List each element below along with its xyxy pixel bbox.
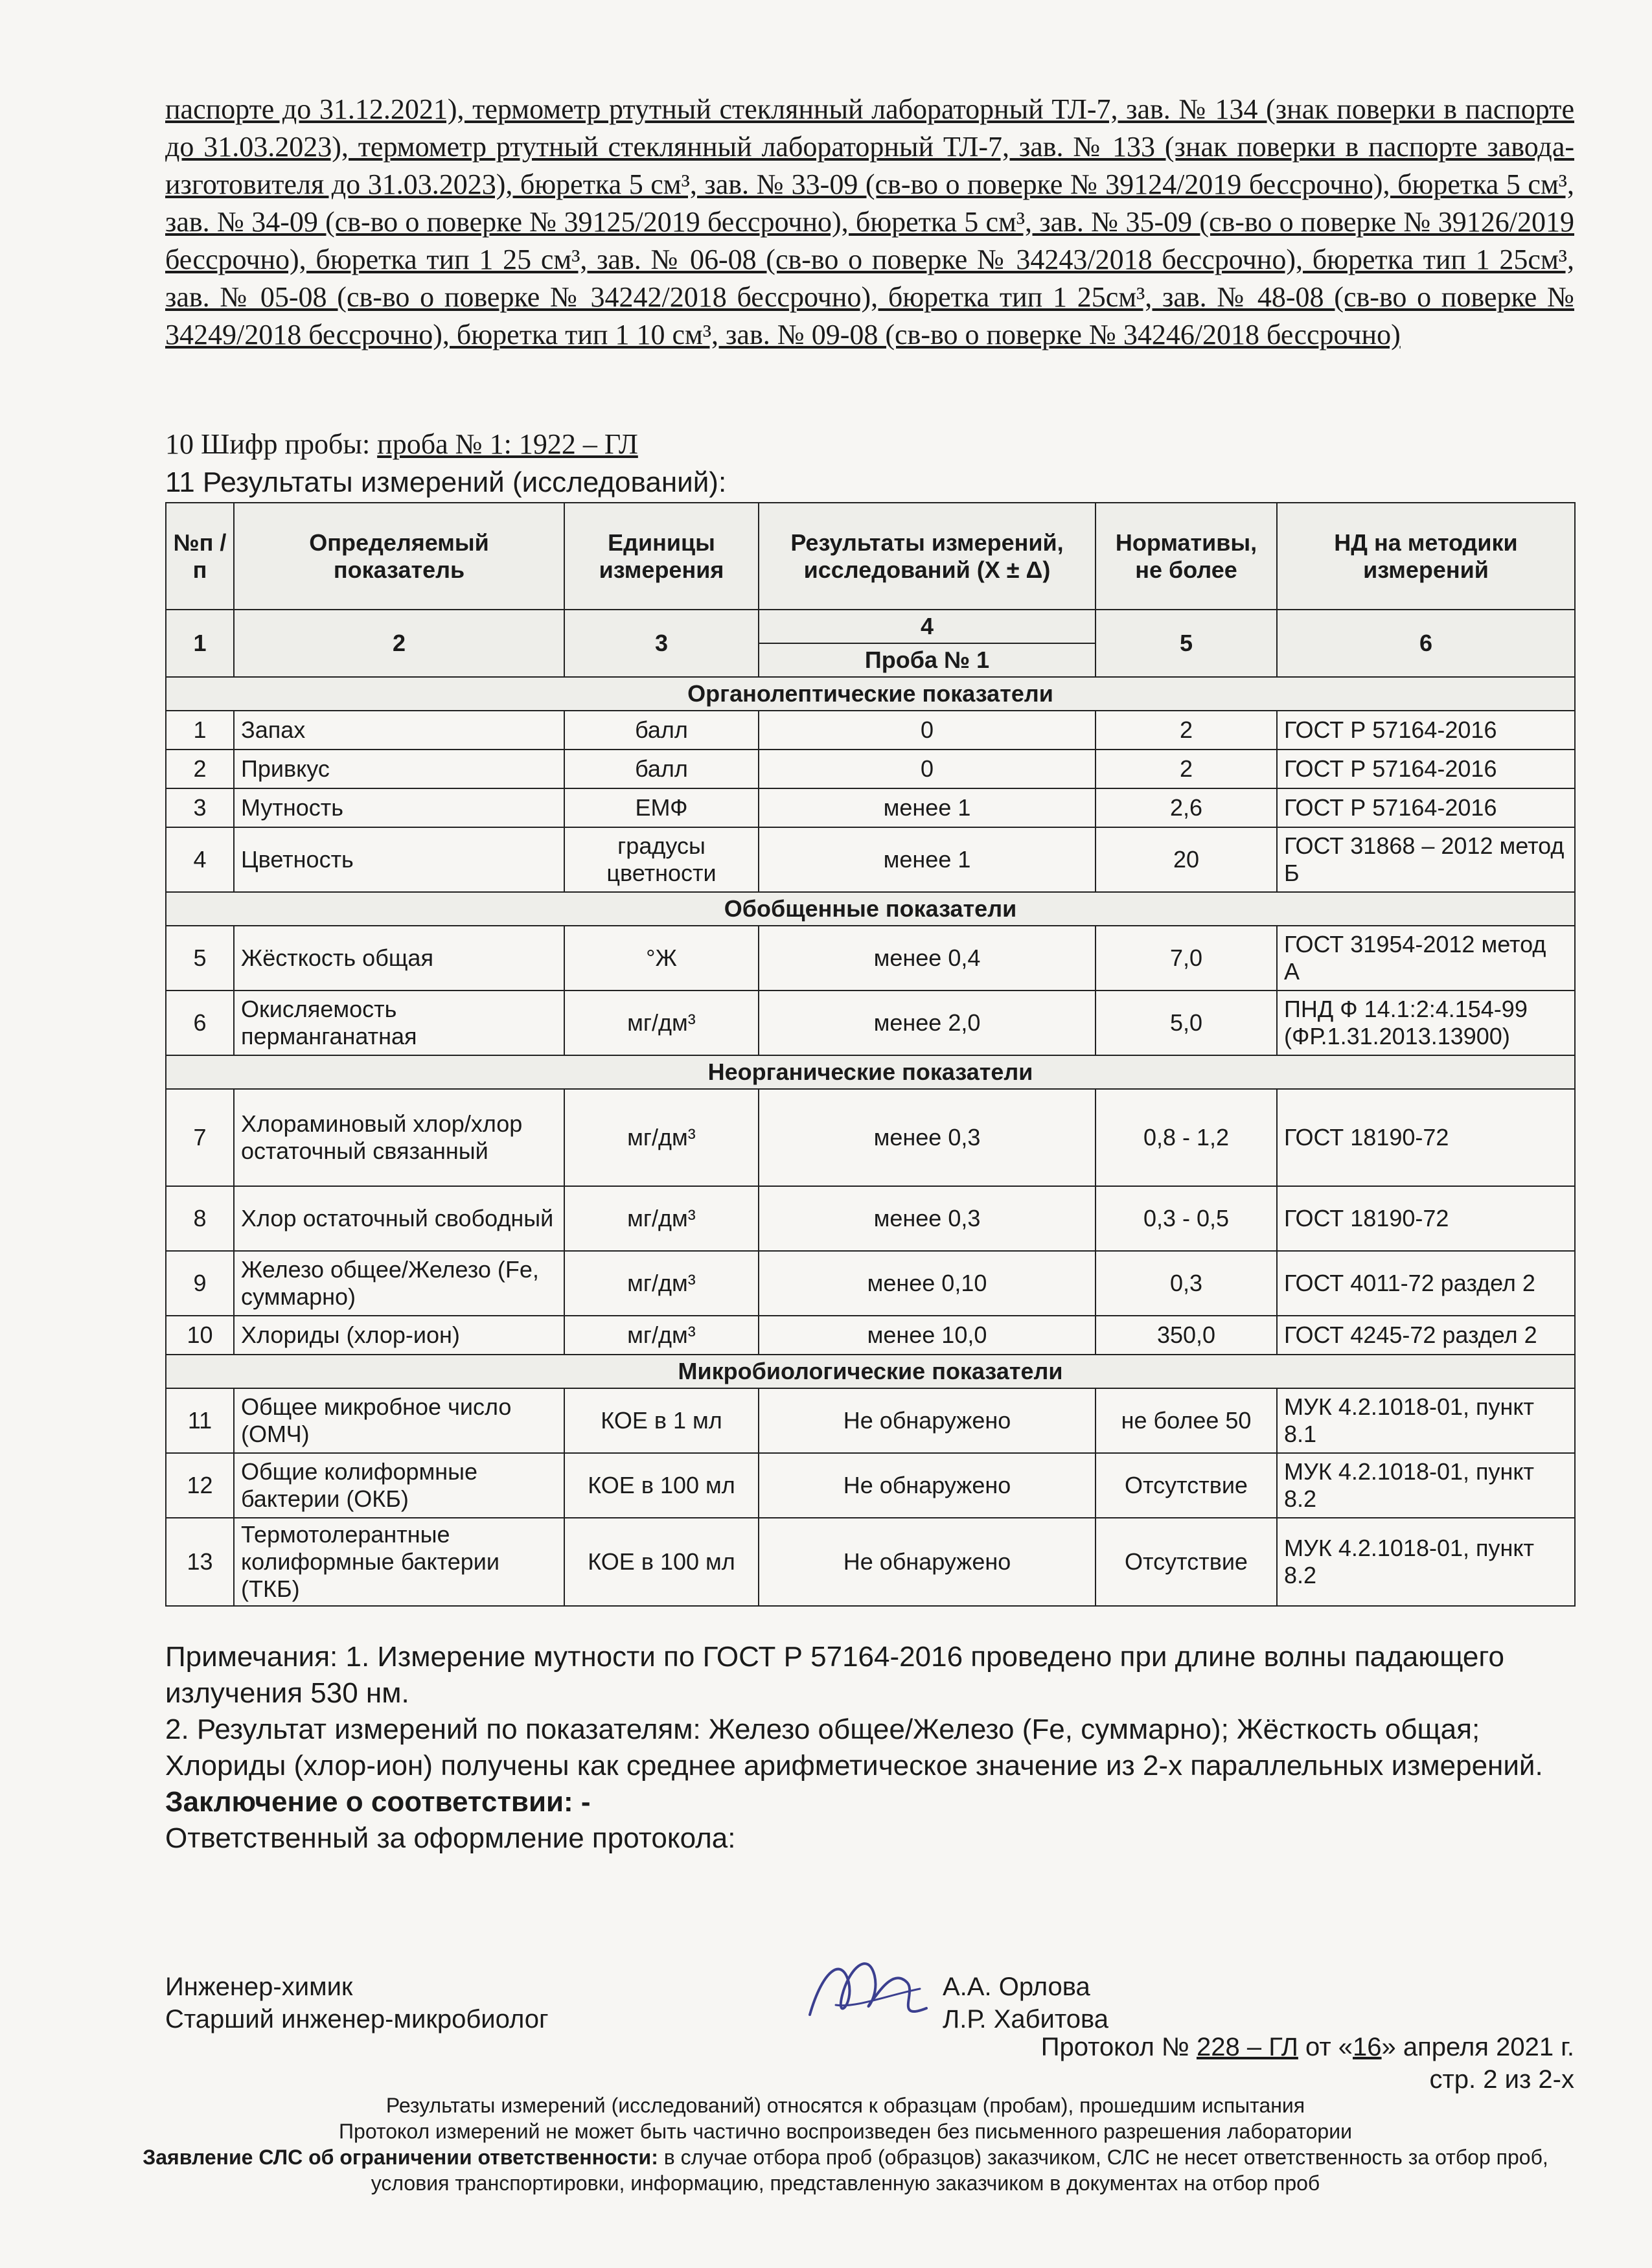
footer-line-2: Протокол измерений не может быть частично воспроизведен без письменного разрешения лаборатории	[339, 2120, 1352, 2143]
table-row: 13 Термотолерантные колиформные бактерии (ТКБ) КОЕ в 100 мл Не обнаружено Отсутствие МУК 4.2.1018-01, пункт 8.2	[166, 1518, 1575, 1606]
sample-header: Проба № 1	[759, 643, 1096, 677]
protocol-line: Протокол № 228 – ГЛ от «16» апреля 2021 г.	[1040, 2033, 1574, 2061]
sample-code-line	[165, 428, 638, 461]
section-inorganic: Неорганические показатели	[166, 1055, 1575, 1089]
table-row: 5 Жёсткость общая °Ж менее 0,4 7,0 ГОСТ 31954-2012 метод А	[166, 926, 1575, 991]
results-heading: 11 Результаты измерений (исследований):	[165, 466, 727, 498]
table-row: 12 Общие колиформные бактерии (ОКБ) КОЕ в 100 мл Не обнаружено Отсутствие МУК 4.2.1018-01, пункт 8.2	[166, 1453, 1575, 1518]
section-organoleptic: Органолептические показатели	[166, 677, 1575, 711]
page-number: стр. 2 из 2-х	[1429, 2065, 1574, 2094]
colnum-2: 2	[234, 610, 564, 677]
table-row: 8 Хлор остаточный свободный мг/дм³ менее 0,3 0,3 - 0,5 ГОСТ 18190-72	[166, 1186, 1575, 1251]
colnum-3: 3	[564, 610, 759, 677]
sample-code-label: 10 Шифр пробы:	[165, 428, 378, 460]
signer-role-2: Старший инженер-микробиолог	[165, 2005, 549, 2033]
table-row: 11 Общее микробное число (ОМЧ) КОЕ в 1 мл Не обнаружено не более 50 МУК 4.2.1018-01, пункт 8.1	[166, 1388, 1575, 1453]
table-row: 7 Хлораминовый хлор/хлор остаточный связанный мг/дм³ менее 0,3 0,8 - 1,2 ГОСТ 18190-72	[166, 1089, 1575, 1186]
footer	[104, 2092, 1587, 2196]
conclusion: Заключение о соответствии: -	[165, 1786, 591, 1818]
signer-name-2: Л.Р. Хабитова	[943, 2005, 1109, 2033]
table-row: 3 Мутность ЕМФ менее 1 2,6 ГОСТ Р 57164-2016	[166, 788, 1575, 827]
header-norms: Нормативы, не более	[1096, 503, 1277, 610]
table-row: 2 Привкус балл 0 2 ГОСТ Р 57164-2016	[166, 750, 1575, 788]
note-1: Примечания: 1. Измерение мутности по ГОСТ Р 57164-2016 проведено при длине волны падающего излучения 530 нм.	[165, 1641, 1504, 1709]
signer-name-1: А.А. Орлова	[943, 1973, 1090, 2001]
equipment-paragraph: паспорте до 31.12.2021), термометр ртутный стеклянный лабораторный ТЛ-7, зав. № 134 (знак поверки в паспорте до 31.03.2023), термометр ртутный стеклянный лабораторный ТЛ-7, зав. № 133 (знак поверки в паспорте завода-изготовителя до 31.03.2023), бюретка 5 см³, зав. № 33-09 (св-во о поверке № 39124/2019 бессрочно), бюретка 5 см³, зав. № 34-09 (св-во о поверке № 39125/2019 бессрочно), бюретка 5 см³, зав. № 35-09 (св-во о поверке № 39126/2019 бессрочно), бюретка тип 1 25 см³, зав. № 06-08 (св-во о поверке № 34243/2018 бессрочно), бюретка тип 1 25см³, зав. № 05-08 (св-во о поверке № 34242/2018 бессрочно), бюретка тип 1 25см³, зав. № 48-08 (св-во о поверке № 34249/2018 бессрочно), бюретка тип 1 10 см³, зав. № 09-08 (св-во о поверке № 34246/2018 бессрочно)	[165, 93, 1574, 350]
header-units: Единицы измерения	[564, 503, 759, 610]
table-row: 1 Запах балл 0 2 ГОСТ Р 57164-2016	[166, 711, 1575, 750]
table-row: 9 Железо общее/Железо (Fe, суммарно) мг/дм³ менее 0,10 0,3 ГОСТ 4011-72 раздел 2	[166, 1251, 1575, 1316]
protocol-number-block	[1041, 2031, 1574, 2096]
notes-block	[165, 1639, 1574, 1857]
handwritten-signature	[797, 1943, 939, 2041]
header-indicator: Определяемый показатель	[234, 503, 564, 610]
header-results: Результаты измерений, исследований (Х ± Δ)	[759, 503, 1096, 610]
colnum-1: 1	[166, 610, 234, 677]
colnum-5: 5	[1096, 610, 1277, 677]
footer-line-1: Результаты измерений (исследований) относятся к образцам (пробам), прошедшим испытания	[385, 2094, 1305, 2117]
colnum-4: 4	[759, 610, 1096, 643]
header-nd: НД на методики измерений	[1277, 503, 1575, 610]
signer-role-1: Инженер-химик	[165, 1973, 353, 2001]
section-micro: Микробиологические показатели	[166, 1355, 1575, 1388]
section-general: Обобщенные показатели	[166, 892, 1575, 926]
results-table	[165, 502, 1576, 1607]
colnum-6: 6	[1277, 610, 1575, 677]
sample-code-value: проба № 1: 1922 – ГЛ	[377, 428, 638, 460]
note-2: 2. Результат измерений по показателям: Железо общее/Железо (Fe, суммарно); Жёсткость общая; Хлориды (хлор-ион) получены как среднее арифметическое значение из 2-х параллельных измерений.	[165, 1713, 1543, 1781]
table-row: 6 Окисляемость перманганатная мг/дм³ менее 2,0 5,0 ПНД Ф 14.1:2:4.154-99 (ФР.1.31.2013.13900)	[166, 991, 1575, 1055]
responsible-label: Ответственный за оформление протокола:	[165, 1822, 736, 1854]
header-num: №п /п	[166, 503, 234, 610]
table-row: 10 Хлориды (хлор-ион) мг/дм³ менее 10,0 350,0 ГОСТ 4245-72 раздел 2	[166, 1316, 1575, 1355]
table-row: 4 Цветность градусы цветности менее 1 20 ГОСТ 31868 – 2012 метод Б	[166, 827, 1575, 892]
footer-disclaimer: Заявление СЛС об ограничении ответственности: в случае отбора проб (образцов) заказчиком, СЛС не несет ответственность за отбор проб, условия транспортировки, информацию, представленную заказчиком в документах на отбор проб	[143, 2146, 1548, 2195]
